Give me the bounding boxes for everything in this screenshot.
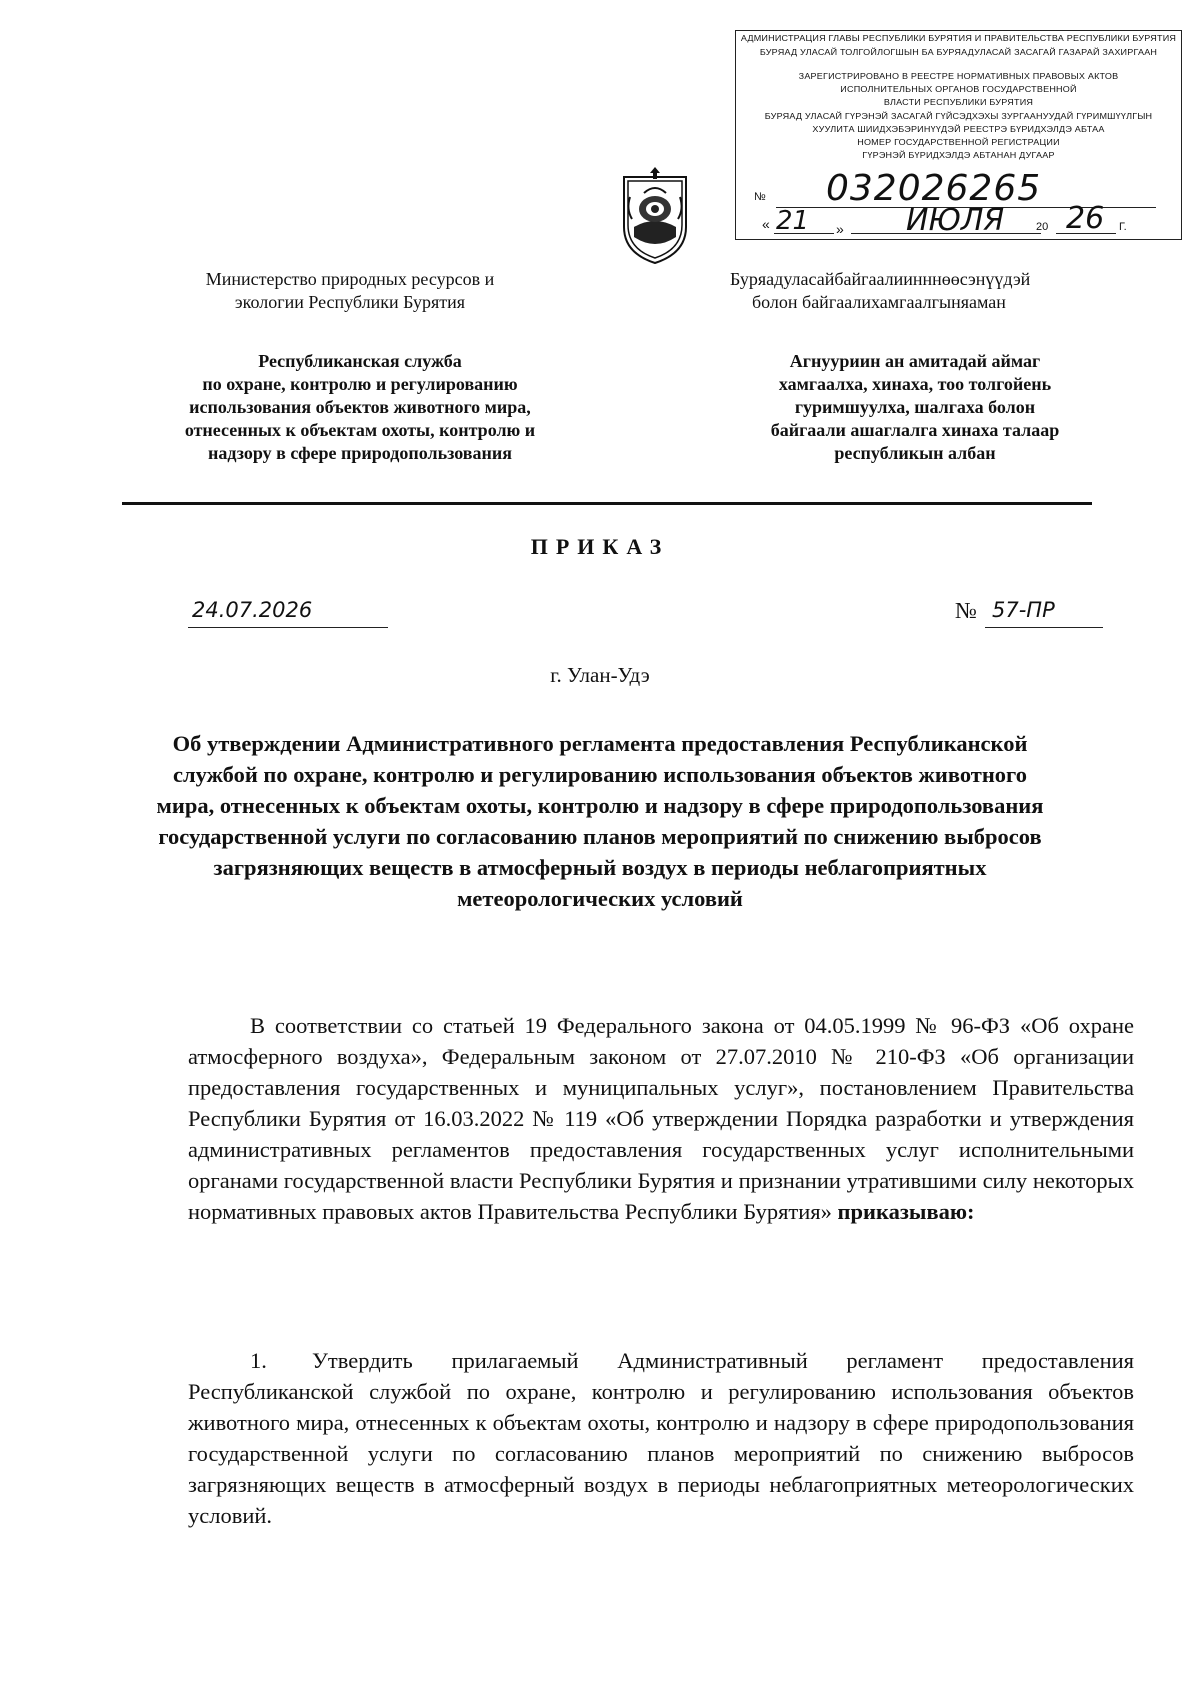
coat-of-arms-icon: [620, 165, 690, 265]
service-ru: [135, 350, 585, 465]
order-date-underline: [188, 627, 388, 628]
service-bua-line: хамгаалха, хинаха, тоо толгойень: [778, 374, 1052, 394]
service-bua-line: гуримшуулха, шалгаха болон: [794, 397, 1036, 417]
item-1-number: 1.: [250, 1348, 267, 1373]
stamp-number-label: №: [754, 191, 766, 203]
order-number-underline: [985, 627, 1103, 628]
stamp-year-suffix: Г.: [1119, 221, 1127, 233]
stamp-line: АДМИНИСТРАЦИЯ ГЛАВЫ РЕСПУБЛИКИ БУРЯТИЯ И ПРАВИТЕЛЬСТВА РЕСПУБЛИКИ БУРЯТИЯ: [740, 33, 1177, 43]
service-ru-line: по охране, контролю и регулированию: [202, 374, 518, 394]
stamp-line: БУРЯАД УЛАСАЙ ТОЛГОЙЛОГШЫН БА БУРЯАДУЛАСАЙ ЗАСАГАЙ ГАЗАРАЙ ЗАХИРГААН: [759, 47, 1158, 57]
service-bua-line: республикын албан: [834, 443, 996, 463]
stamp-quote: »: [836, 221, 844, 237]
stamp-line: БУРЯАД УЛАСАЙ ГҮРЭНЭЙ ЗАСАГАЙ ГҮЙСЭДХЭХЫ ЗУРГААНУУДАЙ ГҮРИМШҮҮЛГЫН: [764, 111, 1153, 121]
service-bua: [715, 350, 1115, 465]
stamp-line: ЗАРЕГИСТРИРОВАНО В РЕЕСТРЕ НОРМАТИВНЫХ ПРАВОВЫХ АКТОВ: [798, 71, 1119, 81]
stamp-line: ВЛАСТИ РЕСПУБЛИКИ БУРЯТИЯ: [883, 97, 1034, 107]
preamble-directive: приказываю:: [837, 1199, 975, 1224]
ministry-bua-line: болон байгаалихамгаалгыняаман: [752, 292, 1006, 312]
ministry-ru: [150, 268, 550, 314]
item-1-paragraph: [188, 1345, 1134, 1531]
service-bua-line: байгаали ашаглалга хинаха талаар: [770, 420, 1060, 440]
stamp-line: ИСПОЛНИТЕЛЬНЫХ ОРГАНОВ ГОСУДАРСТВЕННОЙ: [840, 84, 1077, 94]
preamble-paragraph: [188, 1010, 1134, 1227]
stamp-year-handwritten: 26: [1066, 201, 1105, 236]
stamp-quote: «: [762, 216, 770, 232]
item-1-text: Утвердить прилагаемый Административный регламент предоставления Республиканской службой по охране, контролю и регулированию использования объектов животного мира, отнесенных к объектам охоты, контролю и надзору в сфере природопользования государственной услуги по согласованию планов мероприятий по снижению выбросов загрязняющих веществ в атмосферный воздух в периоды неблагоприятных метеорологических условий.: [188, 1348, 1134, 1528]
order-subject: Об утверждении Административного регламента предоставления Республиканской службой по охране, контролю и регулированию использования объектов животного мира, отнесенных к объектам охоты, контролю и надзору в сфере природопользования государственной услуги по согласованию планов мероприятий по снижению выбросов загрязняющих веществ в атмосферный воздух в периоды неблагоприятных метеорологических условий: [156, 731, 1044, 911]
service-ru-line: Республиканская служба: [258, 351, 462, 371]
ministry-ru-line: Министерство природных ресурсов и: [205, 269, 495, 289]
service-ru-line: использования объектов животного мира,: [189, 397, 531, 417]
stamp-month-handwritten: ИЮЛЯ: [906, 203, 1005, 238]
stamp-line: ХУУЛИТА ШИИДХЭБЭРИНҮҮДЭЙ РЕЕСТРЭ БҮРИДХЭЛДЭ АБТАА: [812, 124, 1105, 134]
city: г. Улан-Удэ: [550, 663, 650, 687]
stamp-year-underline: [1056, 233, 1116, 234]
stamp-day-handwritten: 21: [776, 206, 810, 236]
ministry-ru-line: экологии Республики Бурятия: [234, 292, 466, 312]
order-number-handwritten: 57-ПР: [992, 598, 1055, 622]
registration-stamp: [735, 30, 1182, 240]
service-ru-line: надзору в сфере природопользования: [208, 443, 512, 463]
ministry-bua: [730, 268, 1100, 314]
preamble-text: В соответствии со статьей 19 Федерального закона от 04.05.1999 № 96-ФЗ «Об охране атмосферного воздуха», Федеральным законом от 27.07.2010 № 210-ФЗ «Об организации предоставления государственных и муниципальных услуг», постановлением Правительства Республики Бурятия от 16.03.2022 № 119 «Об утверждении Порядка разработки и утверждения административных регламентов предоставления государственных услуг исполнительными органами государственной власти Республики Бурятия и признании утратившими силу некоторых нормативных правовых актов Правительства Республики Бурятия»: [188, 1013, 1134, 1224]
ministry-bua-line: Буряадуласайбайгаалиинннөөсэнүүдэй: [730, 269, 1031, 289]
stamp-line: НОМЕР ГОСУДАРСТВЕННОЙ РЕГИСТРАЦИИ: [857, 137, 1060, 147]
document-title: ПРИКАЗ: [530, 534, 670, 559]
service-bua-line: Агнууриин ан амитадай аймаг: [789, 351, 1041, 371]
order-date-handwritten: 24.07.2026: [192, 598, 313, 622]
header-divider: [122, 502, 1092, 505]
stamp-number-handwritten: 032026265: [826, 168, 1042, 209]
stamp-line: ГҮРЭНЭЙ БҮРИДХЭЛДЭ АБТАHАН ДУГААР: [862, 150, 1055, 160]
stamp-year-prefix: 20: [1036, 221, 1049, 233]
service-ru-line: отнесенных к объектам охоты, контролю и: [184, 420, 536, 440]
stamp-month-underline: [851, 233, 1041, 234]
order-number-label: №: [955, 598, 977, 623]
stamp-day-underline: [774, 233, 834, 234]
